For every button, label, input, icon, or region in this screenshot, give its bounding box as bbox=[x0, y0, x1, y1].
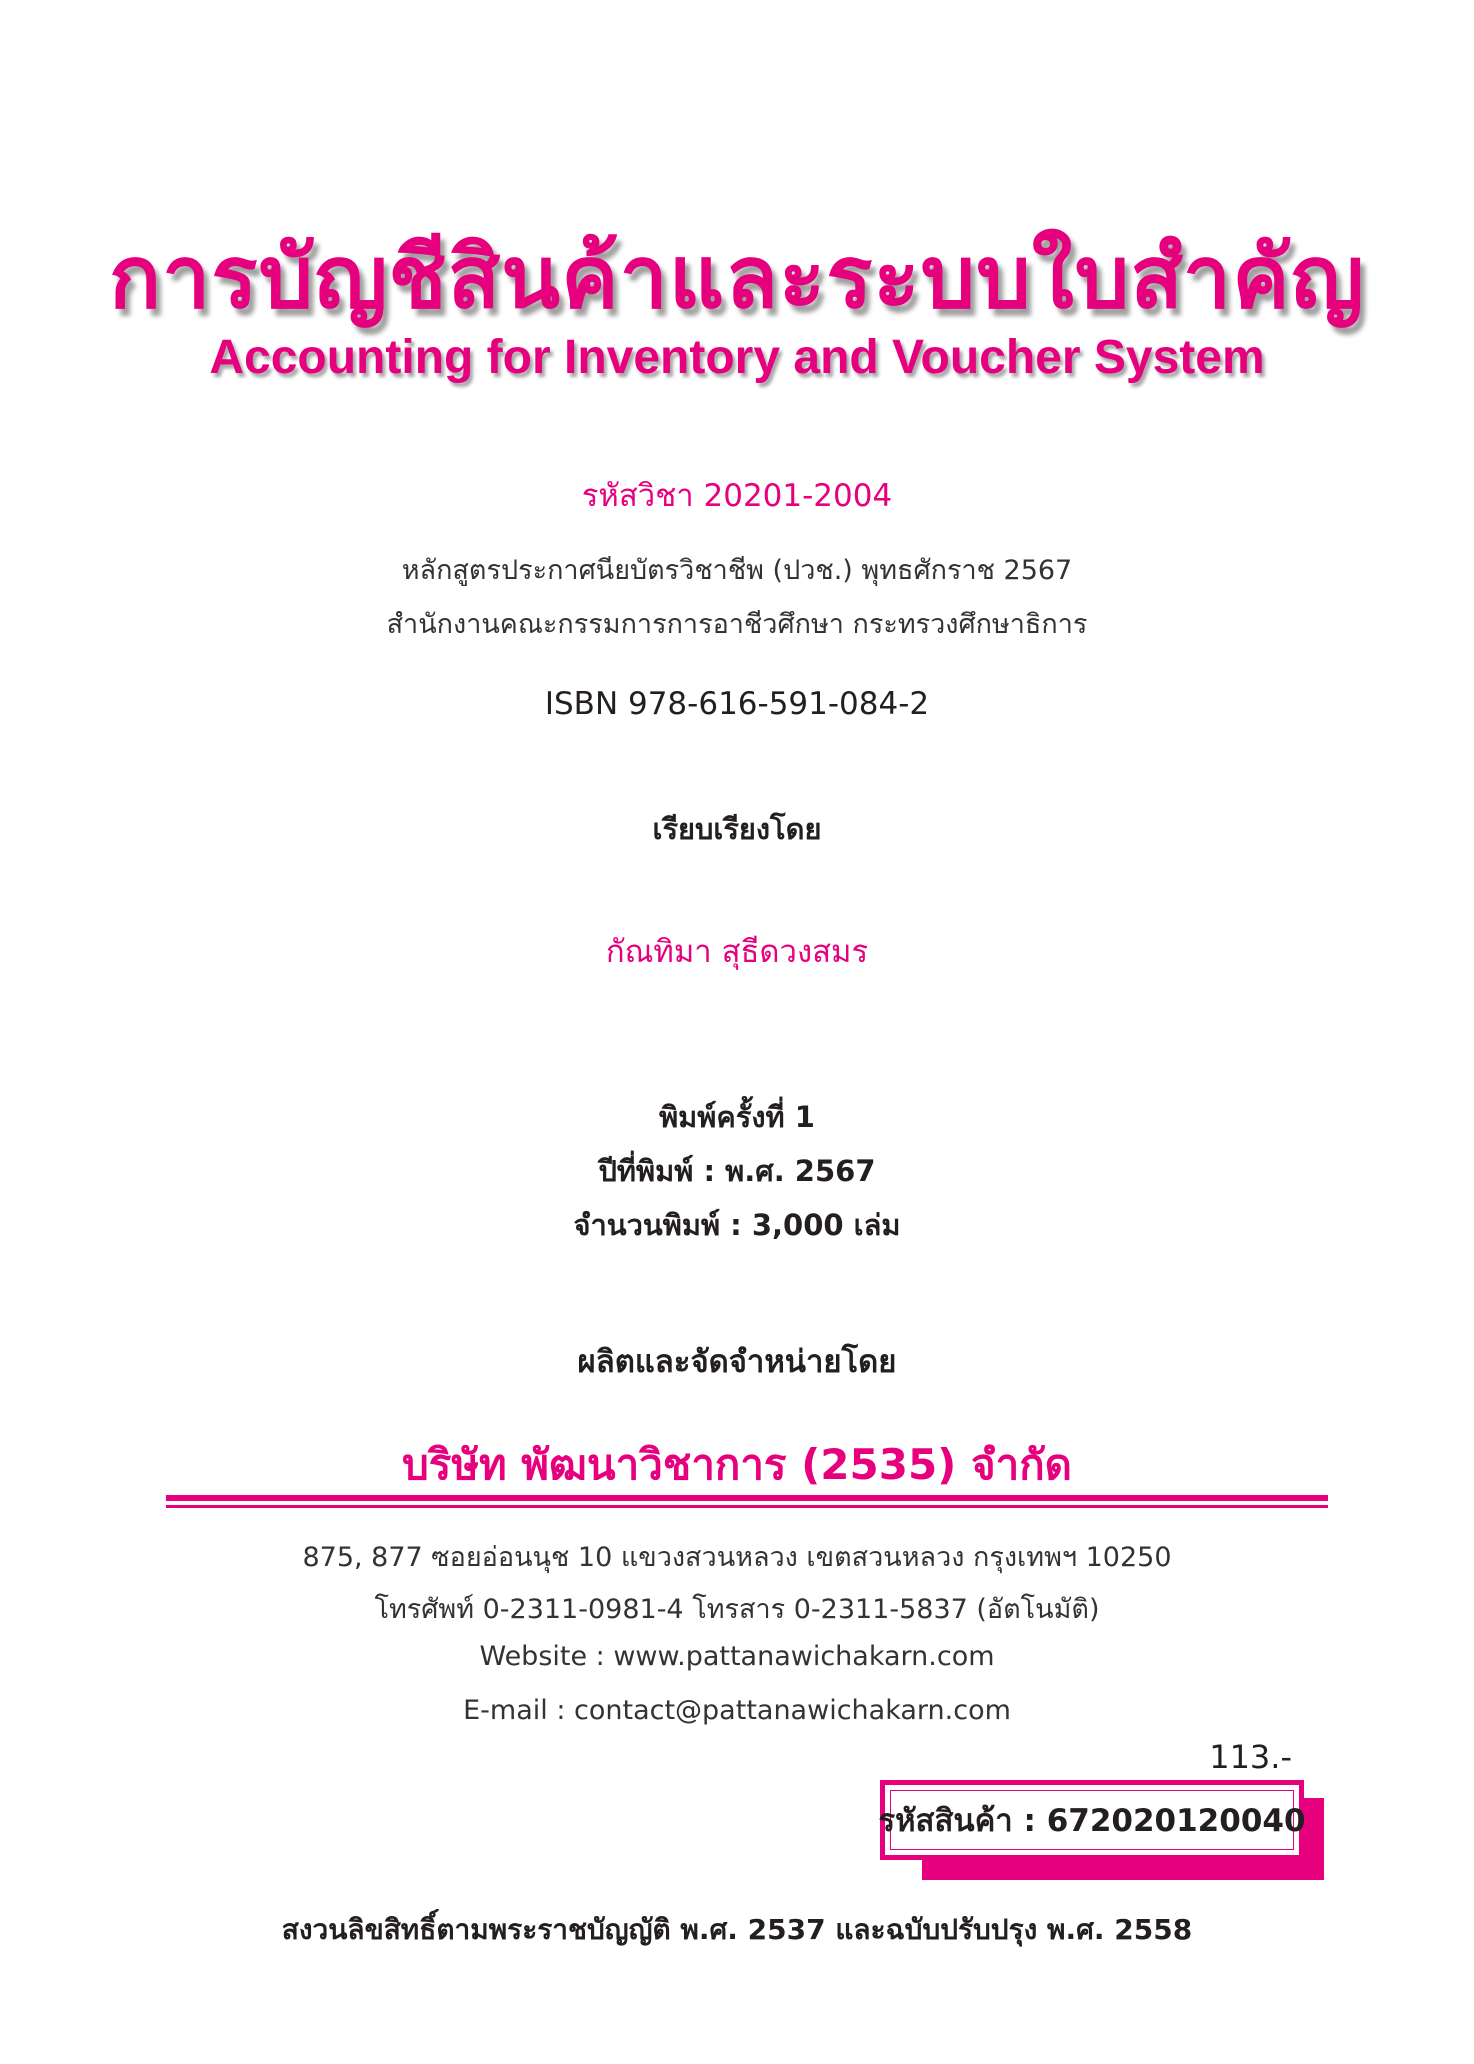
price: 113.- bbox=[1209, 1738, 1292, 1776]
compiled-by-label: เรียบเรียงโดย bbox=[652, 812, 822, 846]
divider-thin bbox=[166, 1505, 1328, 1508]
print-copies: จำนวนพิมพ์ : 3,000 เล่ม bbox=[573, 1208, 901, 1242]
copyright-notice: สงวนลิขสิทธิ์ตามพระราชบัญญัติ พ.ศ. 2537 และฉบับปรับปรุง พ.ศ. 2558 bbox=[281, 1913, 1193, 1946]
publisher-email: E-mail : contact@pattanawichakarn.com bbox=[463, 1695, 1011, 1726]
author-name: กัณทิมา สุธีดวงสมร bbox=[605, 934, 869, 970]
book-title-thai: การบัญชีสินค้าและระบบใบสำคัญ bbox=[109, 228, 1365, 328]
isbn: ISBN 978-616-591-084-2 bbox=[544, 686, 930, 722]
print-year: ปีที่พิมพ์ : พ.ศ. 2567 bbox=[598, 1154, 876, 1188]
edition-line: พิมพ์ครั้งที่ 1 bbox=[659, 1100, 815, 1134]
publisher-website: Website : www.pattanawichakarn.com bbox=[479, 1641, 995, 1672]
publisher-address: 875, 877 ซอยอ่อนนุช 10 แขวงสวนหลวง เขตสวนหลวง กรุงเทพฯ 10250 bbox=[302, 1542, 1172, 1573]
product-code: รหัสสินค้า : 672020120040 bbox=[890, 1790, 1294, 1850]
course-code: รหัสวิชา 20201-2004 bbox=[581, 478, 893, 514]
office-line: สำนักงานคณะกรรมการการอาชีวศึกษา กระทรวงศึกษาธิการ bbox=[386, 609, 1088, 640]
distributed-by-label: ผลิตและจัดจำหน่ายโดย bbox=[577, 1344, 897, 1380]
publisher-phone: โทรศัพท์ 0-2311-0981-4 โทรสาร 0-2311-5837 (อัตโนมัติ) bbox=[374, 1594, 1100, 1625]
publisher-name: บริษัท พัฒนาวิชาการ (2535) จำกัด bbox=[402, 1440, 1072, 1489]
divider-thick bbox=[166, 1495, 1328, 1501]
curriculum-line: หลักสูตรประกาศนียบัตรวิชาชีพ (ปวช.) พุทธศักราช 2567 bbox=[401, 555, 1073, 586]
product-code-box bbox=[880, 1780, 1304, 1860]
book-title-english: Accounting for Inventory and Voucher System bbox=[209, 331, 1265, 384]
